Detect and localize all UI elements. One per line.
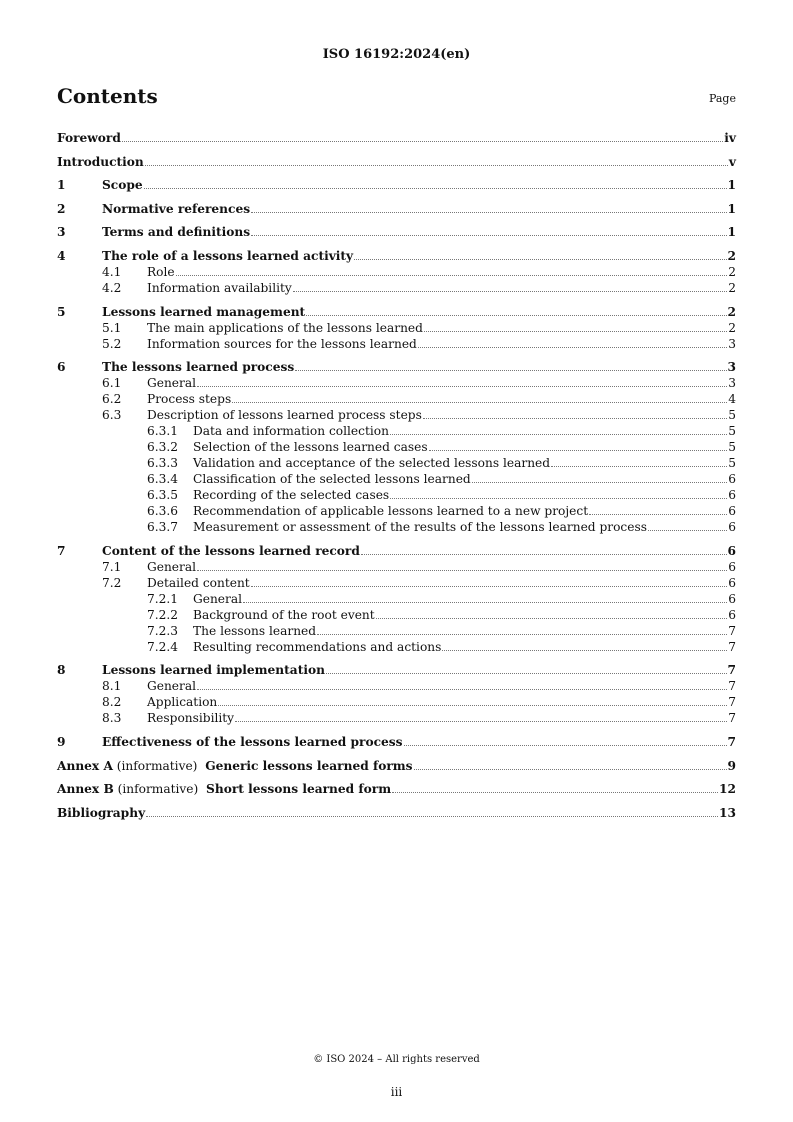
toc-entry-page: 7: [728, 639, 736, 654]
dot-leader: [251, 235, 726, 236]
toc-entry-number: 8.3: [102, 711, 122, 726]
page-title: Contents: [57, 84, 158, 108]
toc-entry-title[interactable]: [57, 781, 391, 797]
toc-entry-number: 8.1: [102, 679, 122, 694]
toc-entry[interactable]: [57, 543, 736, 559]
toc-entry-title[interactable]: Role: [147, 264, 175, 279]
toc-entry[interactable]: [57, 575, 736, 591]
dot-leader: [472, 482, 728, 483]
toc-entry-title[interactable]: Lessons learned management: [102, 304, 306, 319]
dot-leader: [197, 689, 727, 690]
toc-entry-title[interactable]: Measurement or assessment of the results of the lessons learned process: [193, 520, 647, 535]
toc-entry-number: 6.3.4: [147, 472, 179, 487]
toc-entry-page: 7: [727, 663, 736, 678]
toc-entry-number: 4.1: [102, 264, 122, 279]
table-of-contents: [57, 130, 736, 821]
toc-entry[interactable]: [57, 375, 736, 391]
toc-entry-page: 5: [728, 424, 736, 439]
toc-entry[interactable]: [57, 224, 736, 240]
toc-entry-title[interactable]: Information sources for the lessons learned: [147, 336, 417, 351]
toc-entry-number: 6.3: [102, 408, 122, 423]
toc-entry[interactable]: [57, 559, 736, 575]
toc-entry-title[interactable]: Bibliography: [57, 805, 146, 820]
dot-leader: [429, 450, 728, 451]
toc-entry-title[interactable]: Process steps: [147, 392, 232, 407]
toc-entry-number: 6.3.7: [147, 520, 179, 535]
toc-entry-title[interactable]: General: [147, 376, 196, 391]
toc-entry-title[interactable]: Introduction: [57, 154, 144, 169]
dot-leader: [589, 514, 727, 515]
page-column-label: Page: [708, 92, 736, 105]
dot-leader: [648, 530, 727, 531]
copyright-footer: © ISO 2024 – All rights reserved: [313, 1054, 480, 1065]
toc-entry[interactable]: [57, 591, 736, 607]
toc-entry-page: 9: [727, 758, 736, 773]
dot-leader: [146, 816, 718, 817]
toc-entry-number: 7.2.4: [147, 639, 179, 654]
toc-entry-number: 6.3.1: [147, 424, 179, 439]
toc-entry[interactable]: [57, 248, 736, 264]
dot-leader: [145, 165, 728, 166]
toc-entry-number: 7.2.3: [147, 623, 179, 638]
toc-entry-title[interactable]: The lessons learned process: [102, 360, 295, 375]
toc-entry-page: 5: [728, 456, 736, 471]
dot-leader: [293, 291, 727, 292]
toc-entry[interactable]: [57, 519, 736, 535]
toc-entry-page: 13: [719, 805, 736, 820]
toc-entry-page: 4: [728, 392, 736, 407]
dot-leader: [376, 618, 728, 619]
toc-entry-title[interactable]: Resulting recommendations and actions: [193, 639, 442, 654]
toc-entry[interactable]: [57, 423, 736, 439]
dot-leader: [390, 434, 727, 435]
toc-entry-number: 7.2.2: [147, 607, 179, 622]
toc-entry[interactable]: [57, 336, 736, 352]
toc-entry[interactable]: [57, 439, 736, 455]
toc-entry[interactable]: [57, 154, 736, 170]
toc-entry[interactable]: [57, 130, 736, 146]
toc-entry-title[interactable]: Foreword: [57, 131, 121, 145]
dot-leader: [197, 570, 727, 571]
dot-leader: [295, 370, 726, 371]
toc-entry-page: 1: [727, 201, 736, 216]
toc-entry-page: 5: [728, 440, 736, 455]
toc-entry-title[interactable]: Normative references: [102, 201, 251, 216]
toc-entry-page: 7: [728, 695, 736, 710]
dot-leader: [390, 498, 727, 499]
toc-entry-title[interactable]: Data and information collection: [193, 424, 389, 439]
toc-entry-page: 12: [719, 782, 736, 797]
toc-entry[interactable]: [57, 320, 736, 336]
toc-entry-number: 4: [57, 248, 66, 263]
toc-entry-number: 6: [57, 360, 66, 375]
dot-leader: [122, 141, 723, 142]
toc-entry-page: 3: [728, 336, 736, 351]
toc-entry[interactable]: [57, 264, 736, 280]
toc-entry-number: 6.3.6: [147, 504, 179, 519]
dot-leader: [243, 602, 727, 603]
dot-leader: [442, 650, 727, 651]
toc-entry-page: 6: [728, 575, 736, 590]
toc-entry[interactable]: [57, 359, 736, 375]
toc-entry-number: 3: [57, 225, 66, 240]
toc-entry-number: 7: [57, 543, 66, 558]
toc-entry[interactable]: [57, 623, 736, 639]
toc-entry-title[interactable]: Lessons learned implementation: [102, 663, 325, 678]
toc-entry-number: 1: [57, 178, 66, 193]
toc-entry-title[interactable]: Validation and acceptance of the selected lessons learned: [193, 456, 551, 471]
toc-entry-title[interactable]: [57, 758, 413, 774]
dot-leader: [392, 792, 718, 793]
document-id-header: ISO 16192:2024(en): [322, 47, 471, 62]
toc-entry-number: 7.1: [102, 559, 122, 574]
dot-leader: [218, 705, 727, 706]
toc-entry[interactable]: [57, 710, 736, 726]
toc-entry-title[interactable]: Recording of the selected cases: [193, 488, 390, 503]
toc-entry[interactable]: [57, 177, 736, 193]
toc-entry-page: 6: [727, 543, 736, 558]
toc-entry-title[interactable]: Application: [147, 695, 218, 710]
annex-label: Annex A: [57, 758, 113, 773]
toc-entry-title[interactable]: The main applications of the lessons learned: [147, 320, 423, 335]
annex-title: Generic lessons learned forms: [205, 758, 413, 773]
dot-leader: [232, 402, 727, 403]
toc-entry[interactable]: [57, 678, 736, 694]
toc-entry[interactable]: [57, 455, 736, 471]
toc-entry-page: 6: [728, 607, 736, 622]
annex-qualifier: (informative): [112, 758, 206, 773]
toc-entry-number: 6.3.2: [147, 440, 179, 455]
dot-leader: [423, 418, 727, 419]
toc-entry[interactable]: [57, 503, 736, 519]
toc-entry-page: iv: [724, 131, 736, 145]
toc-entry[interactable]: [57, 781, 736, 797]
toc-entry[interactable]: [57, 487, 736, 503]
dot-leader: [317, 634, 727, 635]
toc-entry-page: 6: [728, 504, 736, 519]
toc-entry-page: 2: [727, 304, 736, 319]
toc-entry-title[interactable]: General: [193, 591, 242, 606]
toc-entry-title[interactable]: The role of a lessons learned activity: [102, 248, 354, 263]
toc-entry-page: 6: [728, 488, 736, 503]
toc-entry[interactable]: [57, 694, 736, 710]
toc-entry-title[interactable]: The lessons learned: [193, 623, 317, 638]
toc-entry-number: 8: [57, 663, 66, 678]
toc-entry-number: 6.3.5: [147, 488, 179, 503]
toc-entry-number: 8.2: [102, 695, 122, 710]
toc-entry-title[interactable]: General: [147, 679, 196, 694]
toc-entry-page: 6: [728, 559, 736, 574]
toc-entry[interactable]: [57, 391, 736, 407]
toc-entry[interactable]: [57, 758, 736, 774]
page-number: iii: [390, 1085, 403, 1099]
toc-entry[interactable]: [57, 639, 736, 655]
dot-leader: [414, 769, 727, 770]
dot-leader: [306, 315, 726, 316]
toc-entry-page: 6: [728, 472, 736, 487]
dot-leader: [326, 673, 727, 674]
toc-entry[interactable]: [57, 662, 736, 678]
toc-entry-page: 2: [728, 280, 736, 295]
toc-entry-page: 1: [727, 178, 736, 193]
toc-entry[interactable]: [57, 805, 736, 821]
dot-leader: [551, 466, 727, 467]
toc-entry-page: 3: [728, 376, 736, 391]
toc-entry-page: 1: [727, 225, 736, 240]
toc-entry-title[interactable]: Effectiveness of the lessons learned process: [102, 734, 403, 749]
toc-entry-number: 2: [57, 201, 66, 216]
toc-entry[interactable]: [57, 280, 736, 296]
toc-entry-number: 4.2: [102, 280, 122, 295]
toc-entry[interactable]: [57, 471, 736, 487]
toc-entry[interactable]: [57, 734, 736, 750]
toc-entry-title[interactable]: Classification of the selected lessons learned: [193, 472, 471, 487]
toc-entry-number: 6.3.3: [147, 456, 179, 471]
dot-leader: [424, 331, 727, 332]
dot-leader: [404, 745, 727, 746]
dot-leader: [176, 275, 728, 276]
toc-entry[interactable]: [57, 607, 736, 623]
toc-entry-page: 2: [727, 248, 736, 263]
toc-entry[interactable]: [57, 304, 736, 320]
toc-entry-page: v: [728, 154, 736, 169]
toc-entry-number: 5.2: [102, 336, 122, 351]
toc-entry-title[interactable]: Selection of the lessons learned cases: [193, 440, 428, 455]
toc-entry-title[interactable]: Description of lessons learned process steps: [147, 408, 422, 423]
toc-entry-page: 6: [728, 520, 736, 535]
dot-leader: [361, 554, 727, 555]
toc-entry-title[interactable]: General: [147, 559, 196, 574]
annex-title: Short lessons learned form: [206, 782, 392, 797]
toc-entry-page: 2: [728, 320, 736, 335]
toc-entry-page: 2: [728, 264, 736, 279]
dot-leader: [251, 586, 728, 587]
toc-entry-number: 5: [57, 304, 66, 319]
toc-entry-number: 6.2: [102, 392, 122, 407]
toc-entry-page: 5: [728, 408, 736, 423]
toc-entry-title[interactable]: Information availability: [147, 280, 292, 295]
dot-leader: [354, 259, 726, 260]
toc-entry-title[interactable]: Recommendation of applicable lessons learned to a new project: [193, 504, 589, 519]
toc-entry-page: 7: [728, 711, 736, 726]
dot-leader: [418, 347, 727, 348]
annex-qualifier: (informative): [113, 782, 207, 797]
toc-entry-page: 3: [727, 360, 736, 375]
toc-entry-title[interactable]: Background of the root event: [193, 607, 375, 622]
toc-entry-page: 6: [728, 591, 736, 606]
toc-entry[interactable]: [57, 407, 736, 423]
toc-entry-page: 7: [728, 679, 736, 694]
toc-entry-title[interactable]: Scope: [102, 178, 143, 193]
toc-entry[interactable]: [57, 201, 736, 217]
annex-label: Annex B: [57, 782, 114, 797]
toc-entry-title[interactable]: Content of the lessons learned record: [102, 543, 360, 558]
dot-leader: [144, 188, 727, 189]
toc-entry-title[interactable]: Responsibility: [147, 711, 235, 726]
dot-leader: [235, 721, 727, 722]
toc-entry-number: 7.2.1: [147, 591, 179, 606]
toc-entry-number: 6.1: [102, 376, 122, 391]
toc-entry-page: 7: [727, 734, 736, 749]
toc-entry-number: 9: [57, 734, 66, 749]
toc-entry-title[interactable]: Detailed content: [147, 575, 250, 590]
dot-leader: [251, 212, 726, 213]
toc-entry-title[interactable]: Terms and definitions: [102, 225, 251, 240]
toc-entry-page: 7: [728, 623, 736, 638]
toc-entry-number: 5.1: [102, 320, 122, 335]
dot-leader: [197, 386, 727, 387]
toc-entry-number: 7.2: [102, 575, 122, 590]
